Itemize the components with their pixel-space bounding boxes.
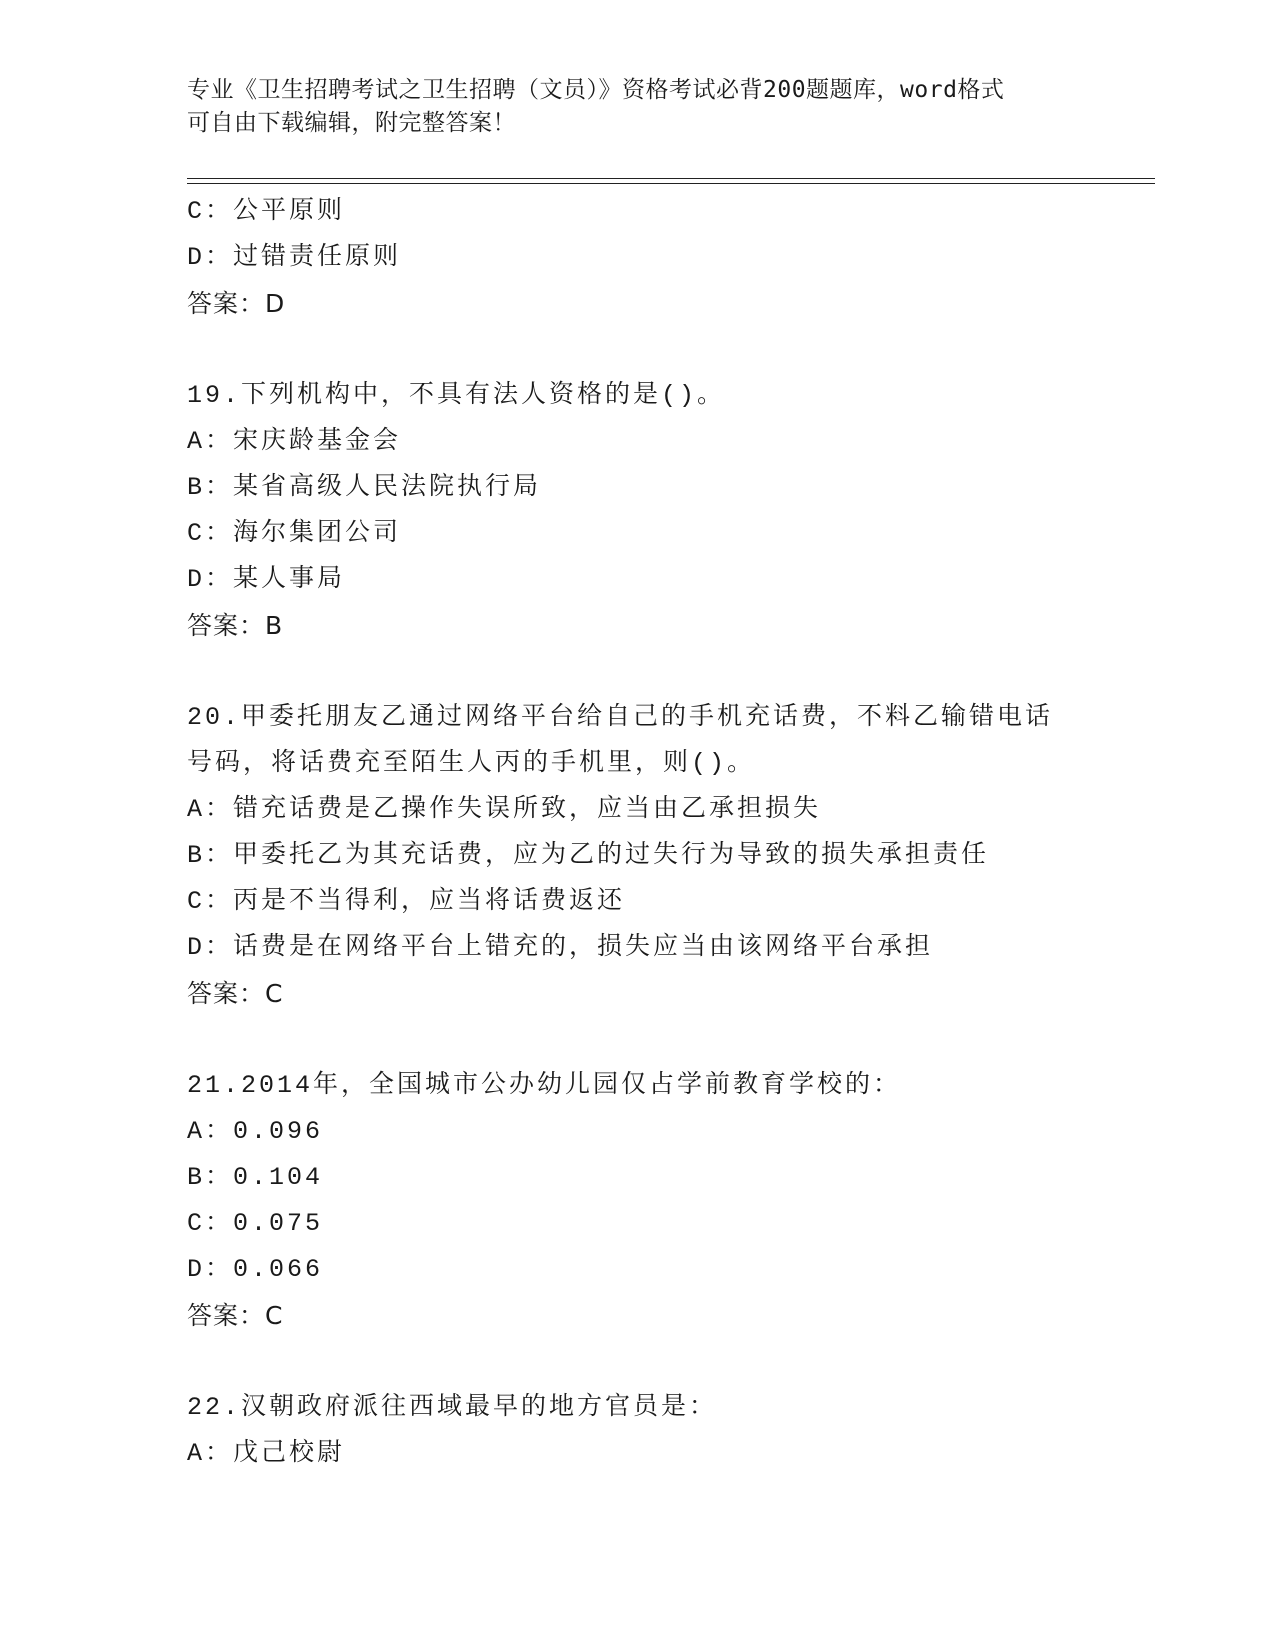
option-a: A：戊己校尉 — [187, 1439, 346, 1468]
option-c: C：公平原则 — [187, 197, 346, 226]
option-b: B：甲委托乙为其充话费，应为乙的过失行为导致的损失承担责任 — [187, 841, 990, 870]
document-header — [187, 74, 1077, 140]
question-stem: 22.汉朝政府派往西域最早的地方官员是： — [187, 1393, 718, 1422]
spacer — [187, 1017, 1107, 1063]
question-list — [187, 189, 1107, 1477]
answer: 答案：B — [187, 611, 284, 640]
option-a: A：宋庆龄基金会 — [187, 427, 402, 456]
question-stem: 19.下列机构中，不具有法人资格的是()。 — [187, 381, 726, 410]
spacer — [187, 649, 1107, 695]
header-divider-bottom — [187, 183, 1155, 184]
header-title-line-2: 可自由下载编辑，附完整答案！ — [187, 110, 516, 136]
question-stem-line-1: 20.甲委托朋友乙通过网络平台给自己的手机充话费，不料乙输错电话 — [187, 703, 1054, 732]
option-d: D：某人事局 — [187, 565, 346, 594]
question-stem: 21.2014年，全国城市公办幼儿园仅占学前教育学校的： — [187, 1071, 902, 1100]
header-divider-top — [187, 178, 1155, 179]
spacer — [187, 327, 1107, 373]
option-a: A：错充话费是乙操作失误所致，应当由乙承担损失 — [187, 795, 822, 824]
question-stem-line-2: 号码，将话费充至陌生人丙的手机里，则()。 — [187, 749, 756, 778]
header-title-line-1: 专业《卫生招聘考试之卫生招聘（文员）》资格考试必背200题题库，word格式 — [187, 77, 1005, 103]
option-d: D：过错责任原则 — [187, 243, 402, 272]
question-block-partial — [187, 189, 1107, 327]
question-block-20 — [187, 695, 1107, 1017]
option-d: D：0.066 — [187, 1255, 324, 1284]
answer: 答案：D — [187, 289, 286, 318]
option-d: D：话费是在网络平台上错充的，损失应当由该网络平台承担 — [187, 933, 934, 962]
question-block-21 — [187, 1063, 1107, 1339]
option-c: C：0.075 — [187, 1209, 324, 1238]
option-b: B：0.104 — [187, 1163, 324, 1192]
option-a: A：0.096 — [187, 1117, 324, 1146]
option-c: C：海尔集团公司 — [187, 519, 402, 548]
option-c: C：丙是不当得利，应当将话费返还 — [187, 887, 626, 916]
question-block-19 — [187, 373, 1107, 649]
question-block-22 — [187, 1385, 1107, 1477]
spacer — [187, 1339, 1107, 1385]
option-b: B：某省高级人民法院执行局 — [187, 473, 542, 502]
answer: 答案：C — [187, 1301, 284, 1330]
answer: 答案：C — [187, 979, 284, 1008]
